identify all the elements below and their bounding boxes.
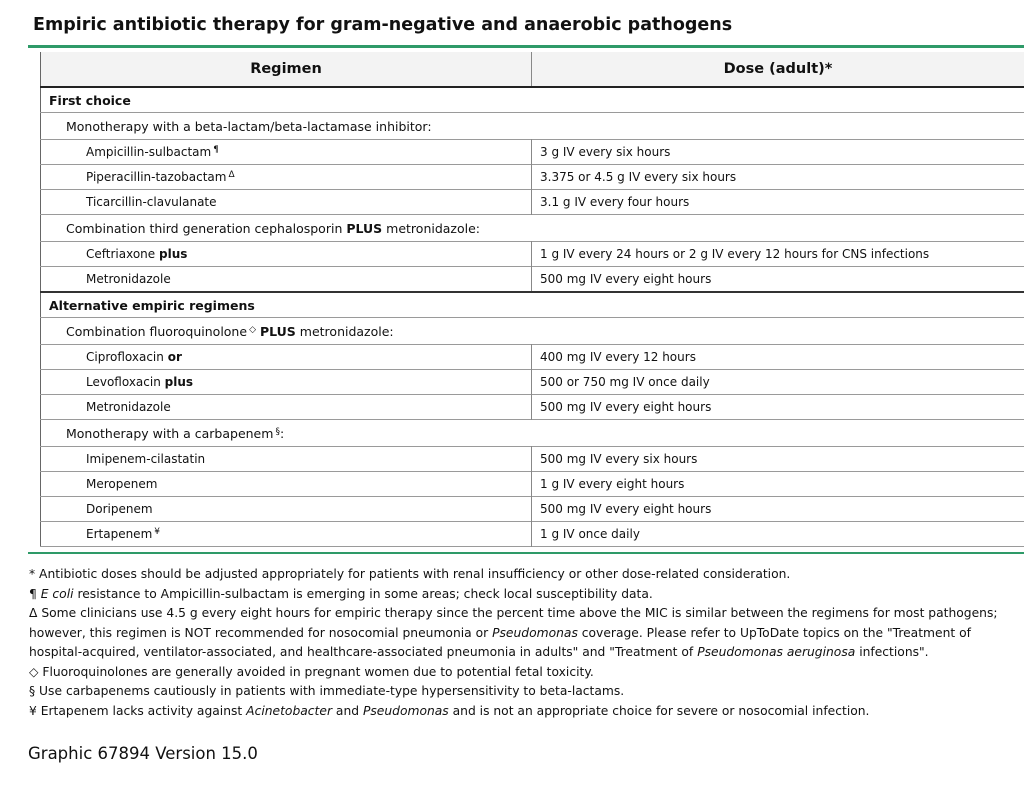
dose-cell: 3 g IV every six hours (540, 145, 671, 159)
column-header-regimen: Regimen (41, 52, 532, 87)
dose-cell: 3.375 or 4.5 g IV every six hours (540, 170, 737, 184)
dose-cell: 500 mg IV every eight hours (540, 400, 712, 414)
table-row (41, 165, 1024, 190)
footnote-section: § Use carbapenems cautiously in patients with immediate-type hypersensitivity to beta-lactams. (29, 684, 625, 698)
table-row (41, 140, 1024, 165)
drug-cell: Ciprofloxacin or (41, 345, 532, 370)
table-row (41, 370, 1024, 395)
dose-cell: 500 mg IV every six hours (540, 452, 698, 466)
graphic-version: Graphic 67894 Version 15.0 (28, 744, 258, 763)
drug-cell: Ertapenem ¥ (41, 522, 532, 547)
subgroup-row (41, 215, 1024, 242)
drug-cell: Meropenem (41, 472, 532, 497)
footnotes (29, 565, 1019, 721)
subgroup-row (41, 113, 1024, 140)
dose-cell: 400 mg IV every 12 hours (540, 350, 696, 364)
subgroup-label: Monotherapy with a carbapenem §: (66, 425, 285, 441)
footnote-yen: ¥ Ertapenem lacks activity against Acinetobacter and Pseudomonas and is not an appropriate choice for severe or nosocomial infection. (29, 703, 870, 718)
drug-cell: Ticarcillin-clavulanate (41, 190, 532, 215)
table-row (41, 395, 1024, 420)
top-accent-rule (28, 45, 1024, 48)
drug-cell: Levofloxacin plus (41, 370, 532, 395)
drug-cell: Piperacillin-tazobactam $^\Delta$ (41, 165, 532, 190)
subgroup-label: Monotherapy with a beta-lactam/beta-lactamase inhibitor: (66, 118, 432, 134)
section-first-choice: First choice (49, 92, 131, 108)
dose-cell: 1 g IV once daily (540, 527, 640, 541)
page-title: Empiric antibiotic therapy for gram-negative and anaerobic pathogens (33, 15, 733, 35)
section-alternative: Alternative empiric regimens (49, 297, 255, 313)
drug-cell: Ceftriaxone plus (41, 242, 532, 267)
subgroup-label: Combination fluoroquinolone ◇ PLUS metronidazole: (66, 323, 394, 339)
subgroup-row (41, 318, 1024, 345)
footnote-star: * Antibiotic doses should be adjusted appropriately for patients with renal insufficiency or other dose-related consideration. (29, 567, 791, 581)
dose-cell: 3.1 g IV every four hours (540, 195, 690, 209)
dose-cell: 500 mg IV every eight hours (540, 272, 712, 286)
column-header-dose: Dose (adult)* (532, 52, 1024, 87)
regimen-table (40, 52, 1024, 547)
footnote-diamond: ◇ Fluoroquinolones are generally avoided in pregnant women due to potential fetal toxicity. (29, 664, 594, 679)
dose-cell: 500 mg IV every eight hours (540, 502, 712, 516)
drug-cell: Metronidazole (41, 267, 532, 293)
subgroup-row (41, 420, 1024, 447)
table-row (41, 242, 1024, 267)
dose-cell: 500 or 750 mg IV once daily (540, 375, 710, 389)
drug-cell: Ampicillin-sulbactam ¶ (41, 140, 532, 165)
bottom-accent-rule (28, 552, 1024, 554)
footnote-delta: Δ Some clinicians use 4.5 g every eight hours for empiric therapy since the percent time above the MIC is similar between the regimens for most pathogens; however, this regimen is NOT recommended for nosocomial pneumonia or Pseudomonas coverage. Please refer to UpToDate topics on the "Treatment of hospital-acquired, ventilator-associated, and healthcare-associated pneumonia in adults" and "Treatment of Pseudomonas aeruginosa infections". (29, 606, 998, 659)
subgroup-label: Combination third generation cephalosporin PLUS metronidazole: (66, 220, 481, 236)
table-row (41, 190, 1024, 215)
drug-cell: Imipenem-cilastatin (41, 447, 532, 472)
table-row (41, 345, 1024, 370)
dose-cell: 1 g IV every eight hours (540, 477, 685, 491)
drug-cell: Doripenem (41, 497, 532, 522)
dose-cell: 1 g IV every 24 hours or 2 g IV every 12 hours for CNS infections (540, 247, 930, 261)
table-row (41, 267, 1024, 293)
section-row (41, 292, 1024, 318)
drug-cell: Metronidazole (41, 395, 532, 420)
table-row (41, 447, 1024, 472)
footnote-para: ¶ E coli resistance to Ampicillin-sulbactam is emerging in some areas; check local susceptibility data. (29, 586, 653, 601)
table-row (41, 522, 1024, 547)
section-row (41, 87, 1024, 113)
table-row (41, 497, 1024, 522)
table-header-row (41, 52, 1024, 87)
table-row (41, 472, 1024, 497)
